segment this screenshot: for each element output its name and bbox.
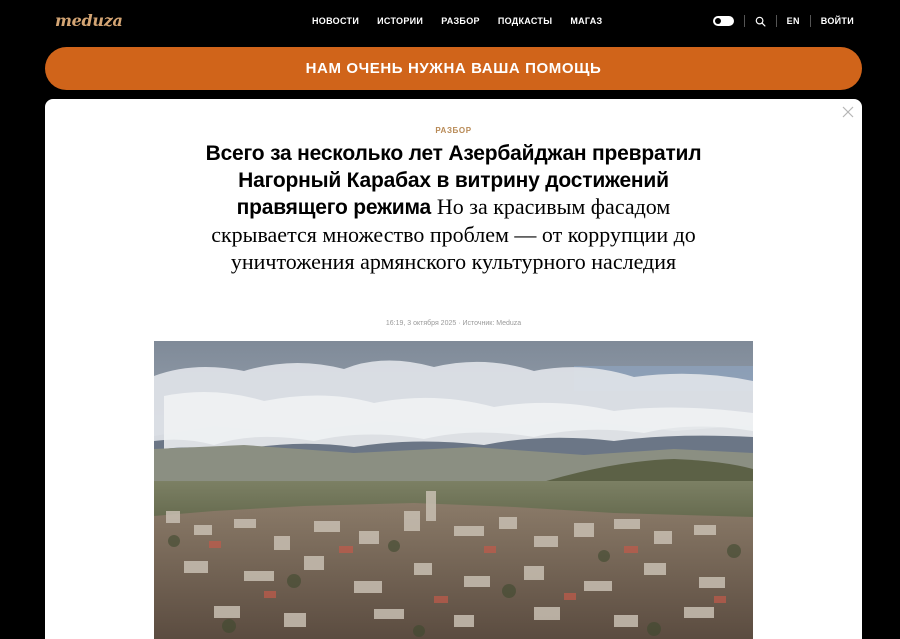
divider	[810, 15, 811, 27]
divider	[776, 15, 777, 27]
nav-item-shop[interactable]: МАГАЗ	[570, 16, 603, 26]
donation-banner-text: НАМ ОЧЕНЬ НУЖНА ВАША ПОМОЩЬ	[305, 60, 602, 77]
article-rubric[interactable]: РАЗБОР	[435, 126, 472, 135]
article-title: Всего за несколько лет Азербайджан превратил Нагорный Карабах в витрину достижений правящего режима	[205, 142, 702, 219]
login-link[interactable]: ВОЙТИ	[820, 16, 854, 26]
nav-item-podcasts[interactable]: ПОДКАСТЫ	[497, 16, 553, 26]
top-bar	[0, 0, 900, 44]
article-card	[45, 99, 862, 639]
donation-banner[interactable]	[45, 47, 862, 90]
article-subtitle: Но за красивым фасадом скрывается множество проблем — от коррупции до уничтожения армянского культурного наследия	[211, 194, 696, 274]
toggle-knob	[715, 18, 721, 24]
language-switch[interactable]: EN	[786, 16, 800, 26]
article-headline	[185, 141, 722, 277]
city-landscape-image	[154, 341, 753, 639]
nav-item-stories[interactable]: ИСТОРИИ	[377, 16, 424, 26]
main-nav	[312, 16, 603, 26]
article-photo[interactable]	[154, 341, 753, 639]
search-icon[interactable]	[755, 16, 766, 27]
divider	[744, 15, 745, 27]
nav-item-analysis[interactable]: РАЗБОР	[441, 16, 480, 26]
article-meta: 16:19, 3 октября 2025 · Источник: Meduza	[385, 320, 522, 327]
nav-item-news[interactable]: НОВОСТИ	[312, 16, 360, 26]
header-tools	[713, 13, 854, 29]
theme-toggle[interactable]	[713, 16, 734, 26]
close-icon[interactable]	[842, 106, 854, 118]
meduza-logo[interactable]: meduza	[55, 11, 123, 30]
